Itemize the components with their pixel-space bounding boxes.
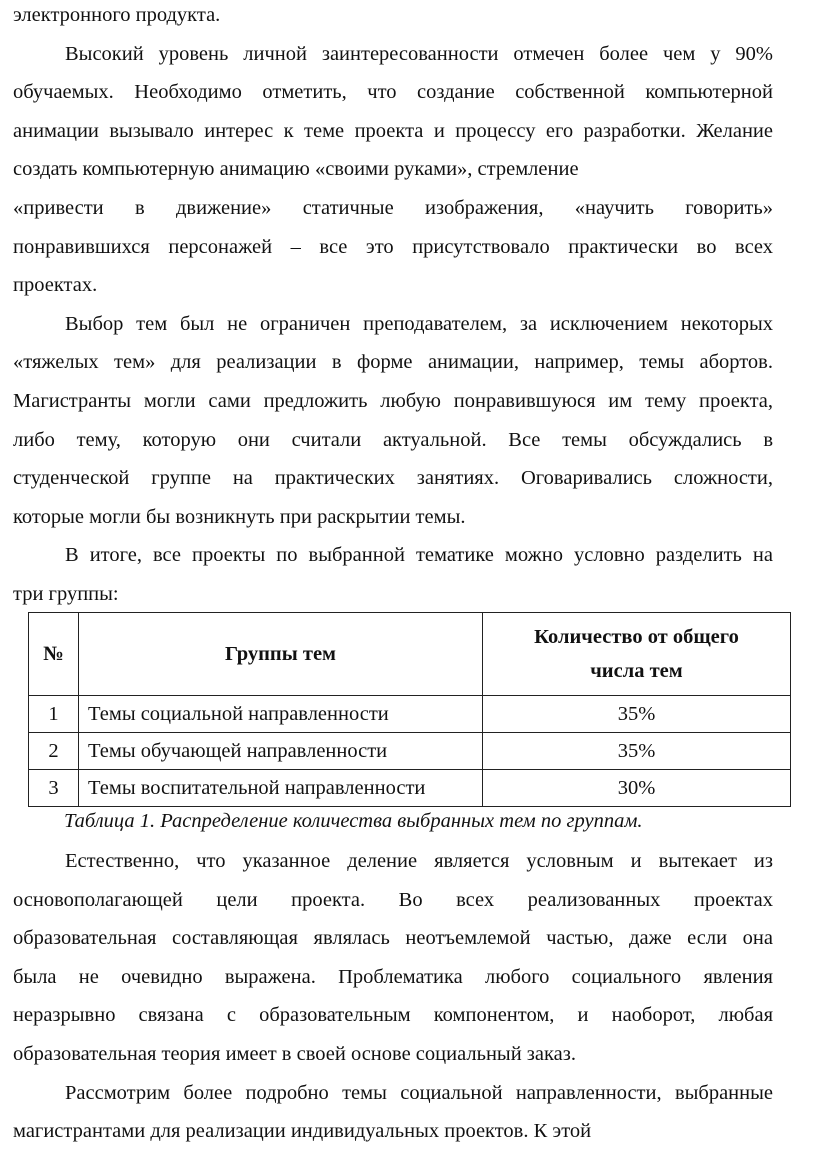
header-group: Группы тем xyxy=(79,613,483,696)
paragraph-social-topics xyxy=(13,1074,773,1151)
row-share: 35% xyxy=(483,696,791,733)
text-line: Выбор тем был не ограничен преподавателем, за исключением некоторых xyxy=(65,312,773,335)
table-row xyxy=(29,696,791,733)
header-share xyxy=(483,613,791,696)
text-line: три группы: xyxy=(13,582,119,605)
table-header-row xyxy=(29,613,791,696)
text-line: была не очевидно выражена. Проблематика любого социального явления xyxy=(13,965,773,988)
table-row xyxy=(29,733,791,770)
row-group: Темы обучающей направленности xyxy=(79,733,483,770)
text-line: создать компьютерную анимацию «своими руками», стремление xyxy=(13,158,579,181)
row-number: 1 xyxy=(29,696,79,733)
text-line: понравившихся персонажей – все это присутствовало практически во всех xyxy=(13,235,773,258)
row-share: 35% xyxy=(483,733,791,770)
text-line: В итоге, все проекты по выбранной тематике можно условно разделить на xyxy=(65,544,773,567)
text-line: Магистранты могли сами предложить любую понравившуюся им тему проекта, xyxy=(13,389,773,412)
paragraph-topic-choice xyxy=(13,305,773,537)
text-line: основополагающей цели проекта. Во всех реализованных проектах xyxy=(13,888,773,911)
row-number: 3 xyxy=(29,770,79,807)
text-line: «привести в движение» статичные изображения, «научить говорить» xyxy=(13,196,773,219)
text-line: электронного продукта. xyxy=(13,4,221,26)
paragraph-division xyxy=(13,842,773,1074)
header-share-line: Количество от общего xyxy=(534,626,739,648)
paragraph-interest xyxy=(13,35,773,305)
text-line: Рассмотрим более подробно темы социальной направленности, выбранные xyxy=(65,1081,773,1104)
row-number: 2 xyxy=(29,733,79,770)
text-line: либо тему, которую они считали актуальной. Все темы обсуждались в xyxy=(13,428,773,451)
text-line: магистрантами для реализации индивидуальных проектов. К этой xyxy=(13,1120,592,1143)
text-line: Высокий уровень личной заинтересованности отмечен более чем у 90% xyxy=(65,42,773,65)
text-line: «тяжелых тем» для реализации в форме анимации, например, темы абортов. xyxy=(13,351,773,374)
row-group: Темы воспитательной направленности xyxy=(79,770,483,807)
document-page xyxy=(13,0,773,614)
topic-groups-table xyxy=(28,612,791,807)
document-page-continued xyxy=(13,842,773,1151)
text-line: образовательная теория имеет в своей основе социальный заказ. xyxy=(13,1042,576,1065)
row-group: Темы социальной направленности xyxy=(79,696,483,733)
text-line: Естественно, что указанное деление является условным и вытекает из xyxy=(65,850,773,872)
row-share: 30% xyxy=(483,770,791,807)
text-line: анимации вызывало интерес к теме проекта и процессу его разработки. Желание xyxy=(13,119,773,142)
header-share-line: числа тем xyxy=(590,660,683,682)
text-line: проектах. xyxy=(13,274,98,297)
text-line: неразрывно связана с образовательным компонентом, и наоборот, любая xyxy=(13,1004,773,1027)
header-number: № xyxy=(29,613,79,696)
text-line: обучаемых. Необходимо отметить, что создание собственной компьютерной xyxy=(13,81,773,104)
text-line: образовательная составляющая являлась неотъемлемой частью, даже если она xyxy=(13,927,773,950)
text-line: студенческой группе на практических занятиях. Оговаривались сложности, xyxy=(13,467,773,490)
text-line: которые могли бы возникнуть при раскрытии темы. xyxy=(13,505,466,528)
paragraph-groups-intro xyxy=(13,536,773,613)
table-row xyxy=(29,770,791,807)
table-caption: Таблица 1. Распределение количества выбранных тем по группам. xyxy=(64,810,643,832)
